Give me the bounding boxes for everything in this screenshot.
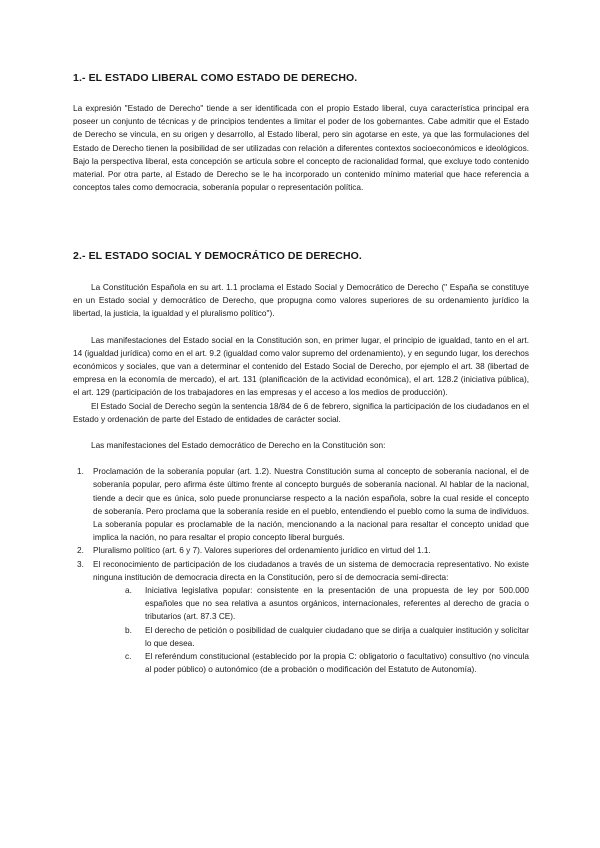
list-item <box>73 558 529 677</box>
sublist-item <box>125 624 529 650</box>
sublist-item-letter: c. <box>125 652 132 662</box>
paragraph-social-state: Las manifestaciones del Estado social en la Constitución son, en primer lugar, el principio de igualdad, tanto en el art. 14 (igualdad jurídica) como en el art. 9.2 (igualdad como valor supremo del ordenamiento), y en segundo lugar, los derechos económicos y sociales, que van a determinar el contenido del Estado Social de Derecho, por ejemplo el art. 38 (libertad de empresa en la economía de mercado), el art. 131 (planificación de la actividad económica), el art. 128.2 (iniciativa pública), el art. 129 (participación de los trabajadores en las empresas y el acceso a los medios de producción). <box>73 335 529 398</box>
list-item-text: Pluralismo político (art. 6 y 7). Valores superiores del ordenamiento jurídico en virtud del 1.1. <box>93 546 431 556</box>
sublist-item-letter: b. <box>125 625 132 635</box>
sublist-item <box>125 650 529 676</box>
sublist-item-text: Iniciativa legislativa popular: consistente en la presentación de una propuesta de ley por 500.000 españoles que no sea relativa a asuntos orgánicos, internacionales, referentes al derecho de gracia o tributarios (art. 87.3 CE). <box>145 586 529 622</box>
section-1-title: 1.- EL ESTADO LIBERAL COMO ESTADO DE DERECHO. <box>73 72 358 84</box>
list-item-number: 2. <box>77 546 84 556</box>
list-item-text: El reconocimiento de participación de los ciudadanos a través de un sistema de democracia representativo. No existe ninguna institución de democracia directa en la Constitución, pero sí de democracia semi-directa: <box>93 559 529 582</box>
sublist-item <box>125 584 529 624</box>
sublist-item-text: El derecho de petición o posibilidad de cualquier ciudadano que se dirija a cualquier institución y solicitar lo que desea. <box>145 625 529 648</box>
sublist-item-text: El referéndum constitucional (establecido por la propia C: obligatorio o facultativo) consultivo (no vincula al poder público) o autonómico (de a probación o modificación del Estatuto de Autonomía). <box>145 652 529 675</box>
section-2-body <box>73 281 529 676</box>
paragraph-sentencia: El Estado Social de Derecho según la sentencia 18/84 de 6 de febrero, significa la participación de los ciudadanos en el Estado y ordenación de parte del Estado de entidades de carácter social. <box>73 401 529 424</box>
paragraph-constitution-art-1-1: La Constitución Española en su art. 1.1 proclama el Estado Social y Democrático de Derecho (" España se constituye en un Estado social y democrático de Derecho, que propugna como valores superiores de su ordenamiento jurídico la libertad, la justicia, la igualdad y el pluralismo político"). <box>73 283 529 319</box>
list-item-text: Proclamación de la soberanía popular (art. 1.2). Nuestra Constitución suma al concepto de soberanía nacional, el de soberanía popular, pero afirma éste último frente al concepto burgués de soberanía nacional. Al hablar de la nacional, tiende a decir que es única, solo puede pronunciarse respecto a la nación española, sobre la cual reside el concepto de soberanía. Pero proclama que la soberanía reside en el pueblo, entendiendo el pueblo como la suma de individuos. La soberanía popular es proclamable de la nación, mencionando a la nacional para resaltar el concepto unidad que implica la nación, no para resaltar el propio concepto liberal burgués. <box>93 467 529 543</box>
list-item <box>73 465 529 544</box>
section-1-paragraph: La expresión "Estado de Derecho" tiende a ser identificada con el propio Estado liberal, cuya característica principal era poseer un conjunto de técnicas y de principios tendentes a limitar el poder de los gobernantes. Cabe admitir que el Estado de Derecho se vincula, en su origen y desarrollo, al Estado liberal, pero sin agotarse en este, ya que las formulaciones del Estado de Derecho tienen la posibilidad de ser utilizadas con relación a diferentes contextos socioeconómicos e ideológicos. Bajo la perspectiva liberal, esta concepción se articula sobre el concepto de racionalidad formal, que excluye todo contenido material. Por otra parte, al Estado de Derecho se le ha incorporado un contenido mínimo material que hace referencia a conceptos tales como democracia, soberanía popular o representación política. <box>73 104 529 193</box>
list-item-number: 3. <box>77 559 84 569</box>
paragraph-democratic-intro: Las manifestaciones del Estado democrático de Derecho en la Constitución son: <box>91 441 386 451</box>
list-item-number: 1. <box>77 467 84 477</box>
section-2-title: 2.- EL ESTADO SOCIAL Y DEMOCRÁTICO DE DERECHO. <box>73 250 362 262</box>
participation-sublist <box>125 584 529 676</box>
list-item <box>73 544 529 557</box>
sublist-item-letter: a. <box>125 586 132 596</box>
section-1-body <box>73 102 529 194</box>
democratic-manifestations-list <box>73 465 529 676</box>
